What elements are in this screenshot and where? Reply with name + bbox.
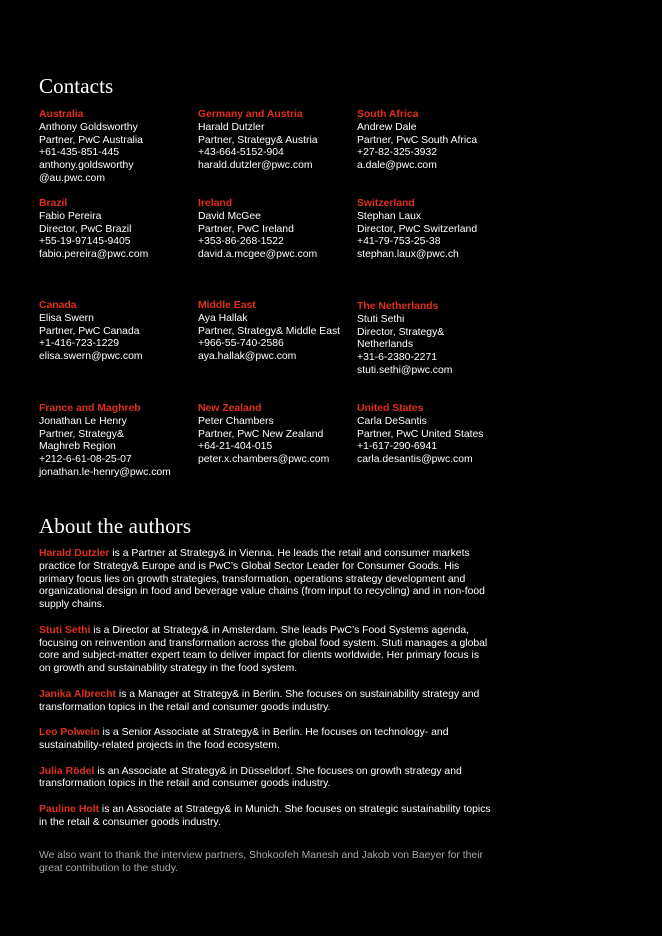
contact-email[interactable]: anthony.goldsworthy xyxy=(39,160,134,172)
contact-phone: +55-19-97145-9405 xyxy=(39,236,131,248)
contact-name: Stephan Laux xyxy=(357,210,422,222)
authors-section xyxy=(39,548,491,842)
contact-region: Germany and Austria xyxy=(198,109,303,120)
contact-name: Fabio Pereira xyxy=(39,210,102,222)
contact-region: Australia xyxy=(39,109,84,120)
acknowledgement-text: We also want to thank the interview partners, Shokoofeh Manesh and Jakob von Baeyer for their great contribution to the study. xyxy=(39,850,483,874)
contact-title: Partner, PwC South Africa xyxy=(357,134,478,146)
contact-email[interactable]: stuti.sethi@pwc.com xyxy=(357,364,453,376)
contact-email[interactable]: aya.hallak@pwc.com xyxy=(198,351,297,363)
contact-title: Director, PwC Brazil xyxy=(39,223,132,235)
contact-title: Partner, PwC Canada xyxy=(39,325,140,337)
contact-email[interactable]: jonathan.le-henry@pwc.com xyxy=(39,466,171,478)
author-bio: is an Associate at Strategy& in Düsseldorf. She focuses on growth strategy and transformation topics in the retail and consumer goods industry. xyxy=(39,765,462,790)
contact-phone: +353-86-268-1522 xyxy=(198,236,284,248)
contact-name: Andrew Dale xyxy=(357,121,417,133)
author-bio: is a Manager at Strategy& in Berlin. She focuses on sustainability strategy and transformation topics in the retail and consumer goods industry. xyxy=(39,688,480,713)
contact-germany-austria xyxy=(198,109,358,173)
author-name: Harald Dutzler xyxy=(39,548,110,559)
contact-title: Director, Strategy& xyxy=(357,326,445,338)
contact-new-zealand xyxy=(198,403,358,467)
author-name: Julia Rödel xyxy=(39,765,95,777)
contact-name: Jonathan Le Henry xyxy=(39,415,127,427)
author-name: Leo Polwein xyxy=(39,727,100,739)
author-paragraph xyxy=(39,625,491,676)
contact-brazil xyxy=(39,198,199,262)
author-paragraph xyxy=(39,804,491,830)
contact-region: Ireland xyxy=(198,198,233,209)
contact-email[interactable]: peter.x.chambers@pwc.com xyxy=(198,454,330,466)
contact-title-cont: Netherlands xyxy=(357,339,414,351)
author-paragraph xyxy=(39,689,491,715)
contact-title: Partner, Strategy& xyxy=(39,428,124,440)
contact-title: Partner, PwC Ireland xyxy=(198,223,294,235)
contact-email[interactable]: david.a.mcgee@pwc.com xyxy=(198,249,318,261)
contact-netherlands xyxy=(357,301,517,378)
author-bio: is an Associate at Strategy& in Munich. She focuses on strategic sustainability topics in the retail & consumer goods industry. xyxy=(39,803,491,828)
author-bio: is a Partner at Strategy& in Vienna. He leads the retail and consumer markets practice for Strategy& Europe and is PwC’s Global Sector Leader for Consumer Goods. His primary focus lies on growth strategies, transformation, operations strategy development and organizational design in food and beverage value chains (from input to recycling) and in non-food supply chains. xyxy=(39,548,485,611)
contact-title: Partner, PwC New Zealand xyxy=(198,428,324,440)
contact-name: Harald Dutzler xyxy=(198,121,265,133)
author-paragraph xyxy=(39,766,491,792)
contact-region: The Netherlands xyxy=(357,301,439,312)
contact-email[interactable]: stephan.laux@pwc.ch xyxy=(357,249,459,261)
contact-title: Partner, PwC United States xyxy=(357,428,484,440)
contact-france-maghreb xyxy=(39,403,199,480)
contact-australia xyxy=(39,109,199,186)
author-bio: is a Director at Strategy& in Amsterdam. She leads PwC’s Food Systems agenda, focusing on reinvention and transformation across the global food system. Stuti manages a global core and subject-matter expert team to deliver impact for clients worldwide. Her primary focus is on growth and sustainability strategy in the food system. xyxy=(39,624,488,675)
contact-email[interactable]: harald.dutzler@pwc.com xyxy=(198,160,313,172)
contact-phone: +61-435-851-445 xyxy=(39,147,120,159)
contact-phone: +212-6-61-08-25-07 xyxy=(39,454,132,466)
contact-phone: +41-79-753-25-38 xyxy=(357,236,441,248)
author-bio: is a Senior Associate at Strategy& in Berlin. He focuses on technology- and sustainability-related projects in the food ecosystem. xyxy=(39,727,449,751)
contact-united-states xyxy=(357,403,517,467)
contact-canada xyxy=(39,300,199,364)
contact-name: Stuti Sethi xyxy=(357,313,405,325)
contact-name: David McGee xyxy=(198,210,261,222)
contact-region: Switzerland xyxy=(357,198,415,209)
author-name: Stuti Sethi xyxy=(39,624,91,636)
author-paragraph xyxy=(39,548,491,612)
contact-phone: +64-21-404-015 xyxy=(198,441,273,453)
contact-ireland xyxy=(198,198,358,262)
contact-phone: +1-617-290-6941 xyxy=(357,441,438,453)
contact-south-africa xyxy=(357,109,517,173)
author-name: Pauline Holt xyxy=(39,803,100,815)
contacts-heading: Contacts xyxy=(39,74,114,98)
contact-name: Anthony Goldsworthy xyxy=(39,121,138,133)
author-name: Janika Albrecht xyxy=(39,688,116,700)
author-paragraph xyxy=(39,727,491,753)
contact-title: Partner, Strategy& Middle East xyxy=(198,325,341,337)
contact-phone: +966-55-740-2586 xyxy=(198,338,284,350)
contact-region: New Zealand xyxy=(198,403,262,414)
contact-email[interactable]: fabio.pereira@pwc.com xyxy=(39,249,149,261)
contact-name: Peter Chambers xyxy=(198,415,274,427)
contact-region: United States xyxy=(357,403,424,414)
contact-email[interactable]: a.dale@pwc.com xyxy=(357,160,437,172)
contact-title-cont: Maghreb Region xyxy=(39,441,116,453)
contact-email-domain[interactable]: @au.pwc.com xyxy=(39,172,105,184)
contact-switzerland xyxy=(357,198,517,262)
contact-phone: +43-664-5152-904 xyxy=(198,147,284,159)
contact-name: Elisa Swern xyxy=(39,312,94,324)
contact-title: Partner, Strategy& Austria xyxy=(198,134,318,146)
contact-name: Carla DeSantis xyxy=(357,415,427,427)
contact-region: Middle East xyxy=(198,300,256,311)
contact-name: Aya Hallak xyxy=(198,312,248,324)
contact-region: France and Maghreb xyxy=(39,403,141,414)
contact-region: Canada xyxy=(39,300,77,311)
contact-phone: +1-416-723-1229 xyxy=(39,338,120,350)
authors-heading: About the authors xyxy=(39,514,192,538)
contact-title: Partner, PwC Australia xyxy=(39,134,143,146)
contact-email[interactable]: carla.desantis@pwc.com xyxy=(357,454,473,466)
contact-middle-east xyxy=(198,300,358,364)
contact-phone: +27-82-325-3932 xyxy=(357,147,438,159)
contact-title: Director, PwC Switzerland xyxy=(357,223,478,235)
contact-region: Brazil xyxy=(39,198,68,209)
contact-region: South Africa xyxy=(357,109,419,120)
contact-email[interactable]: elisa.swern@pwc.com xyxy=(39,351,143,363)
contact-phone: +31-6-2380-2271 xyxy=(357,352,438,364)
